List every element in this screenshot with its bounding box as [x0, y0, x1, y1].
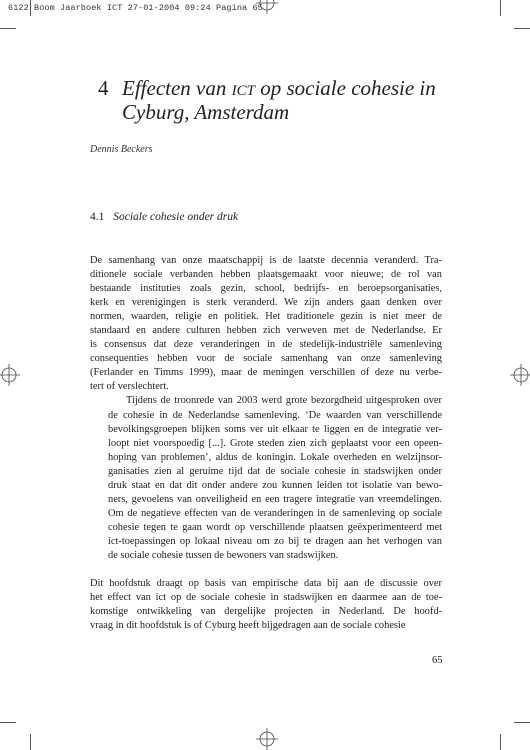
section-title: Sociale cohesie onder druk	[113, 211, 239, 223]
author-name: Dennis Beckers	[90, 144, 153, 155]
text-line: normen, waarden, religie en politiek. Het traditionele gezin is niet meer de	[90, 311, 442, 323]
chapter-title-part: op sociale cohesie in	[254, 76, 436, 100]
chapter-title-acronym: ict	[231, 76, 255, 100]
text-line: het effect van ict op de sociale cohesie in stadswijken en daarmee aan de toe-	[90, 592, 442, 604]
text-line: standaard en andere culturen hebben zich verweven met de Nederlandse. Er	[90, 325, 442, 337]
text-line: Dit hoofdstuk draagt op basis van empirische data bij aan de discussie over	[90, 578, 442, 590]
text-line: bevolkingsgroepen blijken soms ver uit elkaar te liggen en de integratie ver-	[108, 423, 442, 435]
paragraph	[90, 577, 442, 633]
crop-mark-bottom-right	[500, 734, 501, 750]
registration-mark-left-icon	[0, 364, 20, 386]
text-line: ners, gevoelens van onveiligheid en een tragere integratie van vreemdelingen.	[108, 493, 442, 505]
crop-mark-top-left-h	[0, 28, 16, 29]
text-line: druk staat en dat dit onder andere zou kunnen leiden tot isolatie van bewo-	[108, 479, 442, 491]
text-line: de sociale cohesie tussen de bewoners van stadswijken.	[108, 549, 339, 561]
chapter-title-line2: Cyburg, Amsterdam	[122, 100, 290, 124]
crop-mark-bottom-left-h	[0, 722, 16, 723]
text-line: De samenhang van onze maatschappij is de laatste decennia veranderd. Tra-	[90, 255, 442, 266]
text-line: hoping van problemen’, aldus de koningin. Lokale overheden en welzijnsor-	[108, 451, 442, 463]
paragraph	[90, 394, 442, 563]
crop-mark-top-right	[500, 0, 501, 16]
text-line: is consensus dat deze veranderingen in de stedelijk-industriële samenleving	[90, 339, 442, 351]
section-heading	[90, 211, 238, 223]
crop-mark-bottom-left	[30, 734, 31, 750]
text-line: komstige ontwikkeling van dergelijke projecten in Nederland. De hoofd-	[90, 606, 442, 618]
crop-mark-bottom-right-h	[514, 722, 530, 723]
paragraph	[90, 254, 442, 394]
registration-mark-top-icon	[256, 0, 278, 14]
text-line: cohesie tegen te gaan wordt op verschillende plaatsen geëxperimenteerd met	[108, 521, 442, 533]
text-line: tert of verslechtert.	[90, 381, 169, 393]
text-line: consequenties hebben voor de sociale samenhang van onze samenleving	[90, 353, 442, 365]
chapter-title-part: Effecten van	[122, 76, 232, 100]
section-number: 4.1	[90, 211, 105, 223]
text-line: vraag in dit hoofdstuk is of Cyburg heeft bijgedragen aan de sociale cohesie	[90, 620, 406, 632]
text-line: ditionele sociale verbanden hebben plaatsgemaakt voor nieuwe; de rol van	[90, 269, 442, 281]
chapter-number: 4	[98, 76, 109, 100]
text-line: de cohesie in de Nederlandse samenleving. ‘De waarden van verschillende	[108, 409, 442, 421]
text-line: bestaande instituties zoals gezin, school, bedrijfs- en beroepsorganisaties,	[90, 283, 442, 295]
text-line: kerk en verenigingen is sterk veranderd. We zijn anders gaan denken over	[90, 297, 442, 309]
print-slug: 6122 Boom Jaarboek ICT 27-01-2004 09:24 Pagina 65	[8, 3, 263, 13]
text-line: Om de negatieve effecten van de veranderingen in de samenleving op sociale	[108, 507, 442, 519]
chapter-title	[122, 76, 442, 124]
text-line: ganisaties zien al geruime tijd dat de sociale cohesie in stadswijken onder	[108, 465, 442, 477]
registration-mark-bottom-icon	[256, 728, 278, 750]
text-line: (Ferlander en Timms 1999), maar de meningen verschillen of deze nu verbe-	[90, 367, 442, 379]
text-line: ict-toepassingen op lokaal niveau om zo bij te dragen aan het verhogen van	[108, 535, 442, 547]
crop-mark-top-left	[30, 0, 31, 16]
page-number: 65	[432, 655, 443, 666]
body-text	[90, 254, 442, 633]
crop-mark-top-right-h	[514, 28, 530, 29]
registration-mark-right-icon	[510, 364, 530, 386]
text-line: Tijdens de troonrede van 2003 werd grote bezorgdheid uitgesproken over	[126, 395, 442, 407]
text-line: loopt niet voorspoedig [...]. Grote steden zien zich geplaatst voor een opeen-	[108, 437, 442, 449]
